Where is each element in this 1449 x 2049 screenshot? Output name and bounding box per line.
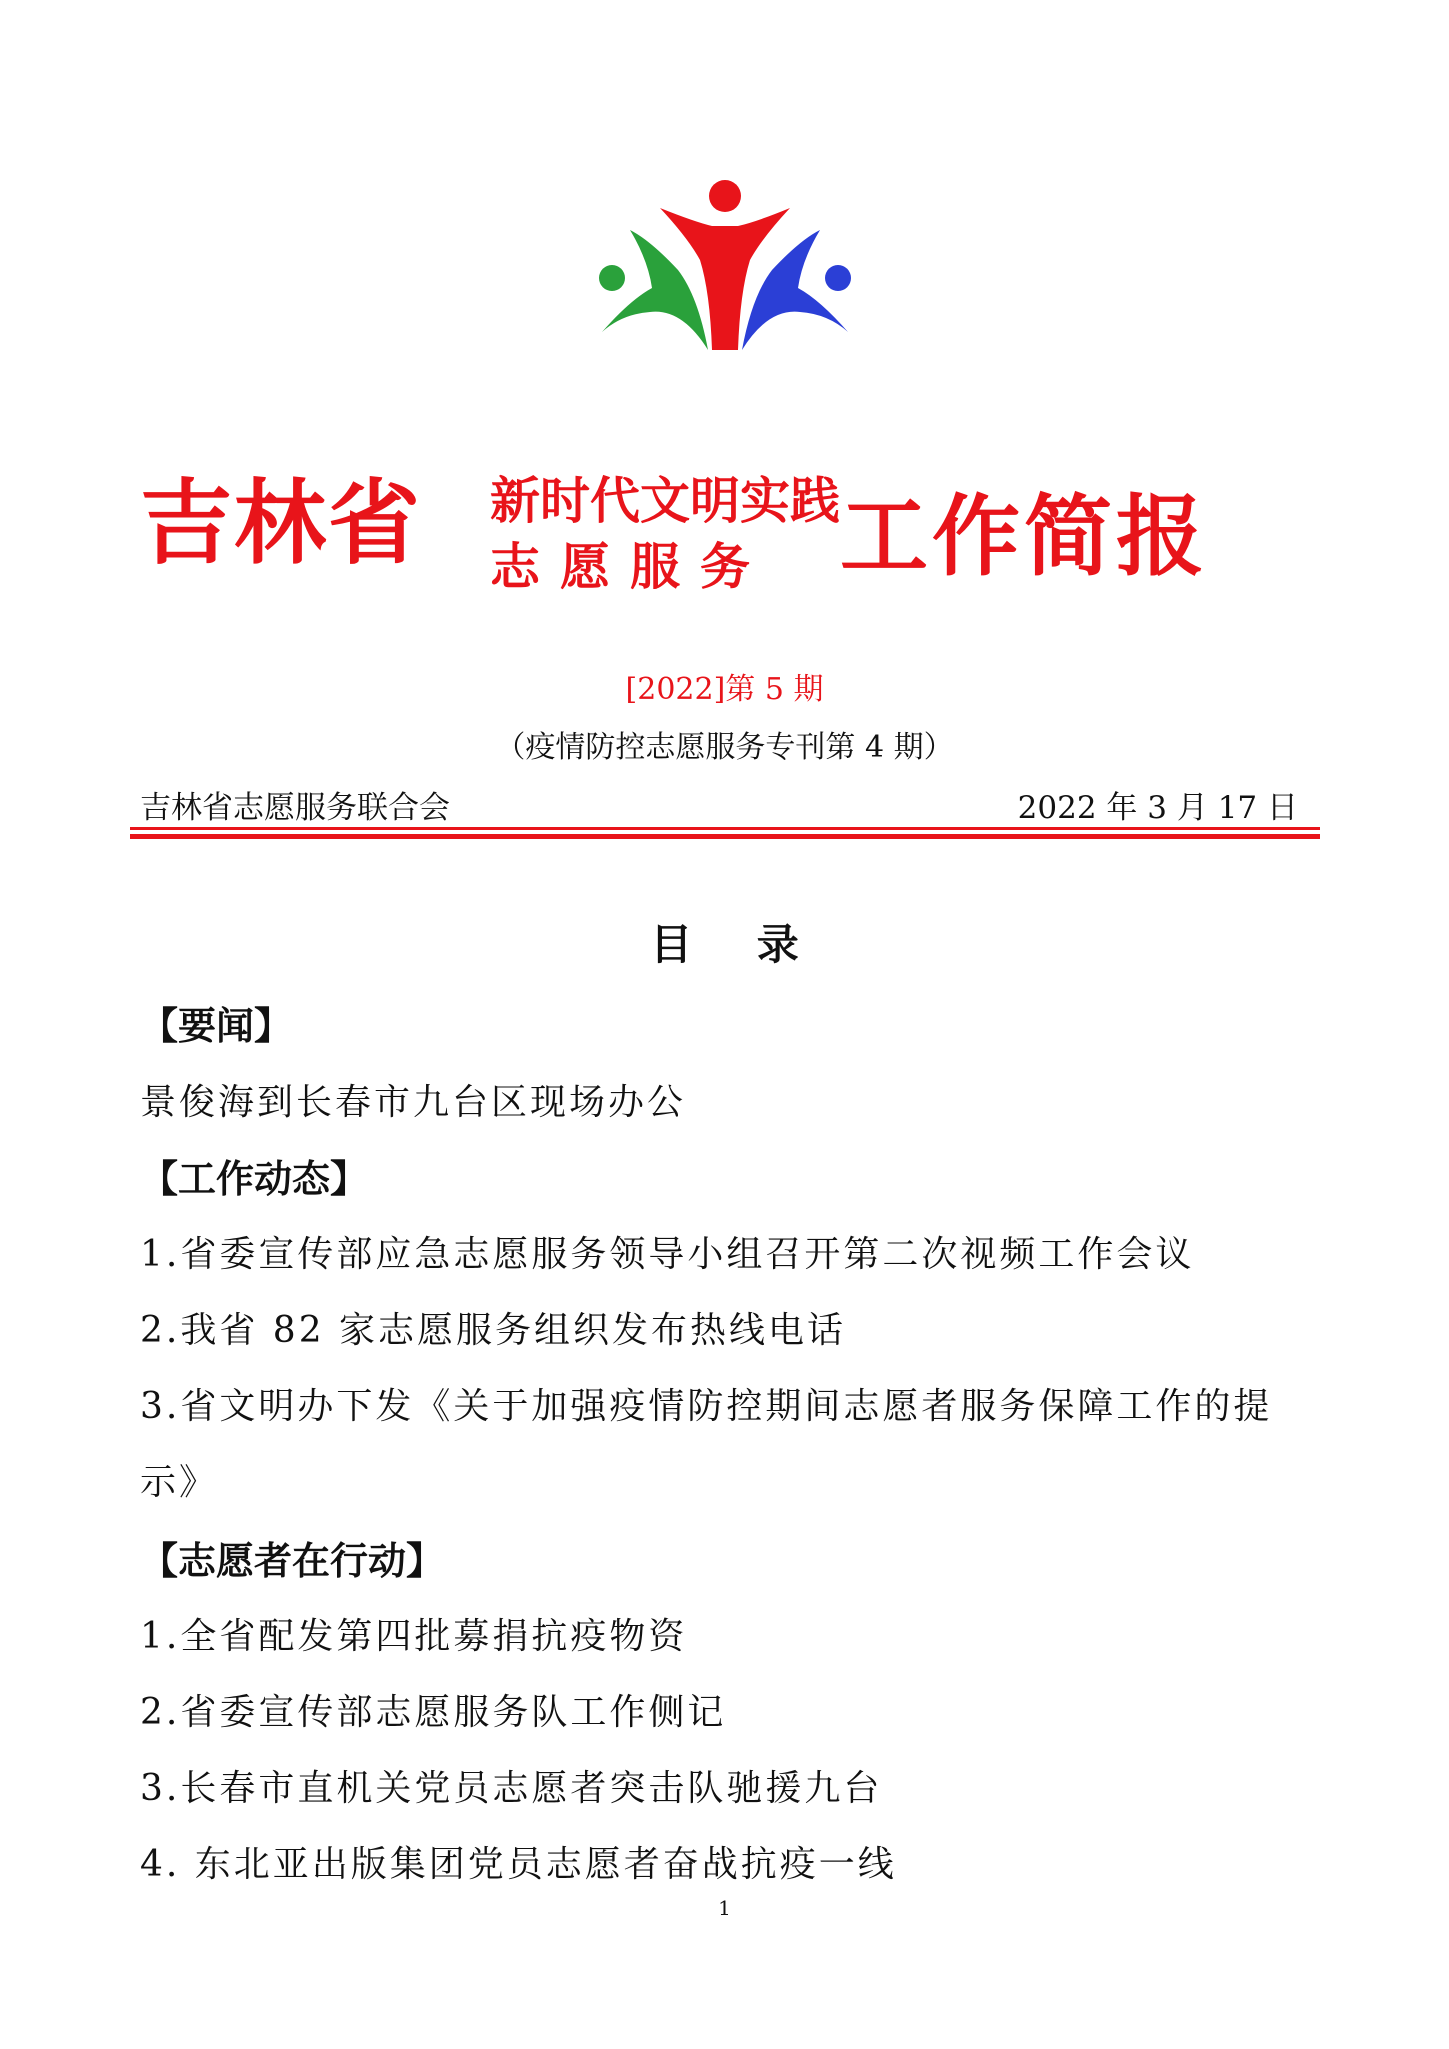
page-number: 1 xyxy=(718,1896,731,1920)
toc-section-heading: 【要闻】 xyxy=(140,1004,293,1048)
toc-section-heading: 【工作动态】 xyxy=(140,1157,369,1201)
toc-item[interactable]: 1.省委宣传部应急志愿服务领导小组召开第二次视频工作会议 xyxy=(140,1234,1195,1275)
masthead-title-left: 吉林省 xyxy=(140,470,423,577)
issue-number: [2022]第 5 期 xyxy=(625,672,824,707)
toc-title: 目 录 xyxy=(650,920,799,969)
toc-item[interactable]: 4. 东北亚出版集团党员志愿者奋战抗疫一线 xyxy=(140,1844,897,1885)
header-divider-thick xyxy=(130,834,1320,839)
masthead-title-middle xyxy=(490,468,850,600)
masthead-title-line2: 志愿服务 xyxy=(490,538,770,596)
volunteer-logo xyxy=(590,180,860,360)
toc-item[interactable]: 2.省委宣传部志愿服务队工作侧记 xyxy=(140,1692,727,1733)
green-figure-icon xyxy=(599,230,708,350)
toc-item-continuation[interactable]: 示》 xyxy=(140,1462,219,1503)
special-issue-label: （疫情防控志愿服务专刊第 4 期） xyxy=(495,730,954,765)
toc-item[interactable]: 景俊海到长春市九台区现场办公 xyxy=(140,1082,687,1123)
toc-item[interactable]: 1.全省配发第四批募捐抗疫物资 xyxy=(140,1616,688,1657)
publisher-name: 吉林省志愿服务联合会 xyxy=(140,790,450,826)
blue-figure-icon xyxy=(742,230,851,350)
header-divider-thin xyxy=(130,827,1320,830)
toc-item[interactable]: 3.长春市直机关党员志愿者突击队驰援九台 xyxy=(140,1768,883,1809)
masthead-title-right: 工作简报 xyxy=(840,485,1209,588)
toc-item[interactable]: 3.省文明办下发《关于加强疫情防控期间志愿者服务保障工作的提 xyxy=(140,1386,1273,1427)
masthead-title-line1: 新时代文明实践 xyxy=(490,472,840,530)
toc-section-heading: 【志愿者在行动】 xyxy=(140,1539,445,1583)
toc-item[interactable]: 2.我省 82 家志愿服务组织发布热线电话 xyxy=(140,1310,847,1351)
publish-date: 2022 年 3 月 17 日 xyxy=(1017,790,1298,826)
red-figure-icon xyxy=(660,180,790,350)
